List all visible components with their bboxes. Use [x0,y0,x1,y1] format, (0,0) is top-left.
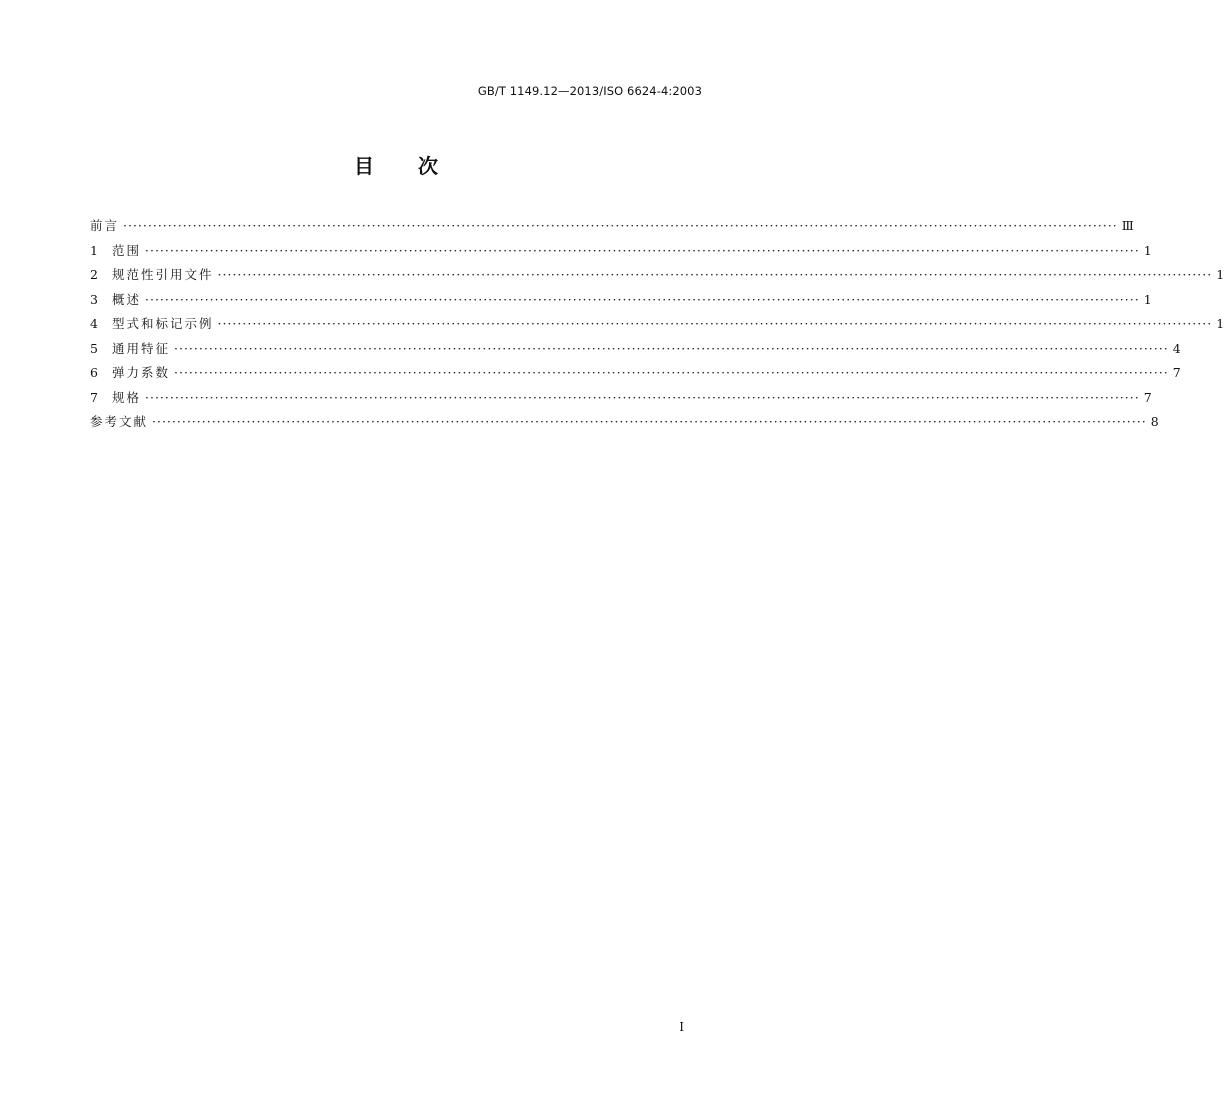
toc-leader-dots: ········································································································································································································ [174,365,1169,380]
toc-entry-specifications[interactable] [90,388,1152,413]
toc-entry-title: 规范性引用文件 [112,267,214,282]
toc-entry-number: 2 [90,267,98,282]
toc-entry-foreword[interactable] [90,216,1134,241]
toc-entry-general-features[interactable] [90,339,1181,364]
toc-leader-dots: ········································································································································································································ [145,242,1140,258]
toc-entry-page: 1 [1216,267,1224,282]
toc-leader-dots: ········································································································································································································ [217,267,1213,282]
toc-leader-dots: ········································································································································································································ [123,218,1118,233]
toc-entry-normative-references[interactable] [90,265,1224,290]
toc-entry-number: 4 [90,316,98,331]
toc-entry-page: 1 [1216,316,1224,331]
toc-leader-dots: ········································································································································································································ [145,389,1140,405]
toc-leader-dots: ········································································································································································································ [174,340,1169,356]
toc-entry-title: 型式和标记示例 [112,316,214,331]
toc-entry-number: 3 [90,291,98,307]
toc-entry-scope[interactable] [90,241,1152,266]
page-number: I [679,1020,684,1034]
toc-entry-page: 4 [1172,340,1181,356]
table-of-contents [90,216,1224,437]
title-part-2: 次 [418,154,438,178]
toc-entry-spring-coefficient[interactable] [90,363,1181,388]
toc-leader-dots: ········································································································································································································ [152,414,1147,429]
toc-entry-title: 弹力系数 [112,365,171,380]
toc-entry-number: 5 [90,340,98,356]
toc-entry-page: 8 [1150,414,1159,429]
toc-entry-title: 规格 [112,389,142,405]
toc-entry-title: 通用特征 [112,340,171,356]
toc-entry-page: Ⅲ [1121,218,1134,233]
toc-entry-title: 范围 [112,242,142,258]
toc-entry-bibliography[interactable] [90,412,1159,437]
toc-leader-dots: ········································································································································································································ [145,291,1140,307]
page-title [0,150,792,179]
toc-entry-page: 7 [1172,365,1181,380]
toc-entry-page: 1 [1143,291,1152,307]
toc-entry-number: 1 [90,242,98,258]
toc-entry-page: 7 [1143,389,1152,405]
toc-entry-overview[interactable] [90,290,1152,315]
toc-entry-page: 1 [1143,242,1152,258]
toc-leader-dots: ········································································································································································································ [217,316,1213,331]
toc-entry-title: 概述 [112,291,142,307]
toc-entry-types-and-designation[interactable] [90,314,1224,339]
toc-entry-number: 7 [90,389,98,405]
title-part-1: 目 [354,154,374,178]
toc-entry-title: 参考文献 [90,414,149,429]
toc-entry-title: 前言 [90,218,120,233]
document-code-header: GB/T 1149.12—2013/ISO 6624-4:2003 [477,84,702,98]
toc-entry-number: 6 [90,365,98,380]
